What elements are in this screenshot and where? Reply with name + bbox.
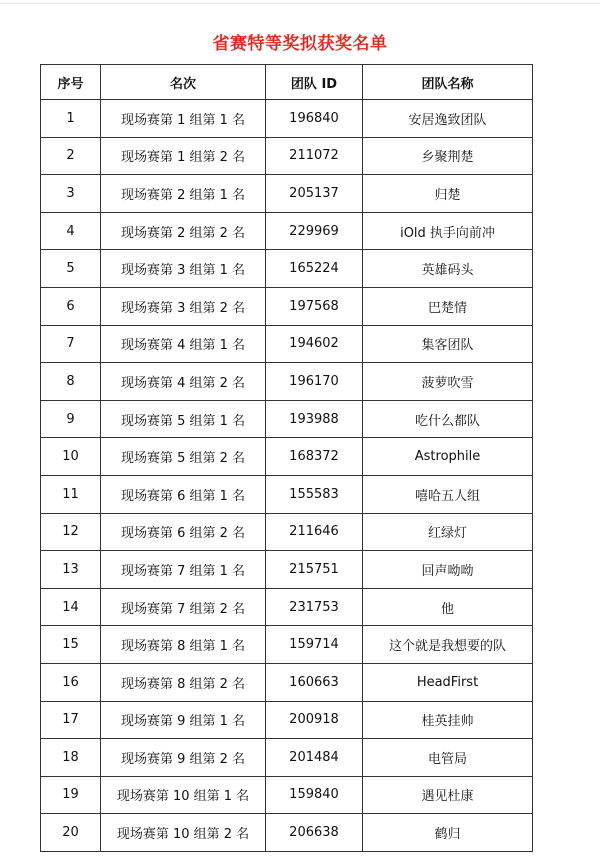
- cell-index: 10: [41, 438, 101, 476]
- cell-team-id: 231753: [266, 588, 363, 626]
- cell-rank: 现场赛第 3 组第 2 名: [101, 287, 266, 325]
- cell-team-name: 鹤归: [363, 814, 533, 852]
- table-row: [41, 588, 533, 626]
- cell-index: 20: [41, 814, 101, 852]
- table-row: [41, 475, 533, 513]
- cell-rank: 现场赛第 1 组第 1 名: [101, 100, 266, 138]
- cell-index: 2: [41, 137, 101, 175]
- table-row: [41, 701, 533, 739]
- table-body: [41, 100, 533, 852]
- cell-index: 18: [41, 739, 101, 777]
- table-row: [41, 400, 533, 438]
- cell-rank: 现场赛第 2 组第 2 名: [101, 212, 266, 250]
- cell-rank: 现场赛第 5 组第 1 名: [101, 400, 266, 438]
- header-team-id: 团队 ID: [266, 65, 363, 100]
- cell-index: 1: [41, 100, 101, 138]
- cell-rank: 现场赛第 7 组第 1 名: [101, 551, 266, 589]
- cell-team-name: 吃什么都队: [363, 400, 533, 438]
- table-row: [41, 776, 533, 814]
- cell-team-id: 196840: [266, 100, 363, 138]
- cell-team-name: 菠萝吹雪: [363, 363, 533, 401]
- cell-team-id: 196170: [266, 363, 363, 401]
- cell-index: 12: [41, 513, 101, 551]
- cell-team-id: 211072: [266, 137, 363, 175]
- cell-rank: 现场赛第 8 组第 1 名: [101, 626, 266, 664]
- cell-team-id: 159840: [266, 776, 363, 814]
- cell-rank: 现场赛第 7 组第 2 名: [101, 588, 266, 626]
- award-list-table: [40, 64, 533, 852]
- table-row: [41, 363, 533, 401]
- cell-team-name: 遇见杜康: [363, 776, 533, 814]
- cell-team-name: 这个就是我想要的队: [363, 626, 533, 664]
- cell-index: 5: [41, 250, 101, 288]
- cell-team-id: 193988: [266, 400, 363, 438]
- table-row: [41, 250, 533, 288]
- header-rank: 名次: [101, 65, 266, 100]
- cell-rank: 现场赛第 6 组第 1 名: [101, 475, 266, 513]
- cell-team-name: 安居逸致团队: [363, 100, 533, 138]
- cell-team-id: 200918: [266, 701, 363, 739]
- cell-team-name: Astrophile: [363, 438, 533, 476]
- table-row: [41, 212, 533, 250]
- cell-team-id: 211646: [266, 513, 363, 551]
- cell-rank: 现场赛第 8 组第 2 名: [101, 663, 266, 701]
- cell-rank: 现场赛第 1 组第 2 名: [101, 137, 266, 175]
- cell-team-name: iOld 执手向前冲: [363, 212, 533, 250]
- table-row: [41, 175, 533, 213]
- cell-team-name: 他: [363, 588, 533, 626]
- cell-team-id: 215751: [266, 551, 363, 589]
- cell-rank: 现场赛第 9 组第 2 名: [101, 739, 266, 777]
- cell-team-id: 159714: [266, 626, 363, 664]
- cell-team-id: 201484: [266, 739, 363, 777]
- header-team-name: 团队名称: [363, 65, 533, 100]
- table-row: [41, 663, 533, 701]
- cell-team-name: 桂英挂帅: [363, 701, 533, 739]
- table-row: [41, 814, 533, 852]
- cell-rank: 现场赛第 4 组第 2 名: [101, 363, 266, 401]
- cell-team-id: 194602: [266, 325, 363, 363]
- cell-index: 13: [41, 551, 101, 589]
- table-header-row: [41, 65, 533, 100]
- cell-team-name: 嘻哈五人组: [363, 475, 533, 513]
- cell-index: 19: [41, 776, 101, 814]
- cell-rank: 现场赛第 4 组第 1 名: [101, 325, 266, 363]
- cell-team-name: 归楚: [363, 175, 533, 213]
- cell-rank: 现场赛第 5 组第 2 名: [101, 438, 266, 476]
- cell-team-name: 乡聚荆楚: [363, 137, 533, 175]
- table-row: [41, 739, 533, 777]
- cell-team-name: 电管局: [363, 739, 533, 777]
- cell-team-name: 回声呦呦: [363, 551, 533, 589]
- cell-index: 15: [41, 626, 101, 664]
- cell-team-id: 165224: [266, 250, 363, 288]
- cell-index: 11: [41, 475, 101, 513]
- cell-rank: 现场赛第 2 组第 1 名: [101, 175, 266, 213]
- table-row: [41, 438, 533, 476]
- cell-index: 16: [41, 663, 101, 701]
- cell-team-id: 229969: [266, 212, 363, 250]
- cell-team-name: 英雄码头: [363, 250, 533, 288]
- cell-index: 8: [41, 363, 101, 401]
- cell-index: 17: [41, 701, 101, 739]
- table-row: [41, 287, 533, 325]
- cell-team-id: 206638: [266, 814, 363, 852]
- document-title: 省赛特等奖拟获奖名单: [212, 34, 388, 54]
- cell-index: 9: [41, 400, 101, 438]
- cell-team-id: 160663: [266, 663, 363, 701]
- cell-index: 4: [41, 212, 101, 250]
- cell-team-id: 168372: [266, 438, 363, 476]
- header-index: 序号: [41, 65, 101, 100]
- table-row: [41, 513, 533, 551]
- cell-team-id: 197568: [266, 287, 363, 325]
- cell-rank: 现场赛第 6 组第 2 名: [101, 513, 266, 551]
- table-row: [41, 551, 533, 589]
- cell-rank: 现场赛第 10 组第 2 名: [101, 814, 266, 852]
- cell-index: 7: [41, 325, 101, 363]
- cell-index: 6: [41, 287, 101, 325]
- table-row: [41, 100, 533, 138]
- cell-rank: 现场赛第 3 组第 1 名: [101, 250, 266, 288]
- cell-team-name: HeadFirst: [363, 663, 533, 701]
- cell-rank: 现场赛第 10 组第 1 名: [101, 776, 266, 814]
- cell-team-name: 红绿灯: [363, 513, 533, 551]
- cell-team-name: 集客团队: [363, 325, 533, 363]
- cell-index: 3: [41, 175, 101, 213]
- table-row: [41, 325, 533, 363]
- cell-team-id: 155583: [266, 475, 363, 513]
- cell-index: 14: [41, 588, 101, 626]
- page-top-divider: [0, 3, 600, 4]
- table-row: [41, 626, 533, 664]
- cell-rank: 现场赛第 9 组第 1 名: [101, 701, 266, 739]
- table-row: [41, 137, 533, 175]
- cell-team-name: 巴楚情: [363, 287, 533, 325]
- cell-team-id: 205137: [266, 175, 363, 213]
